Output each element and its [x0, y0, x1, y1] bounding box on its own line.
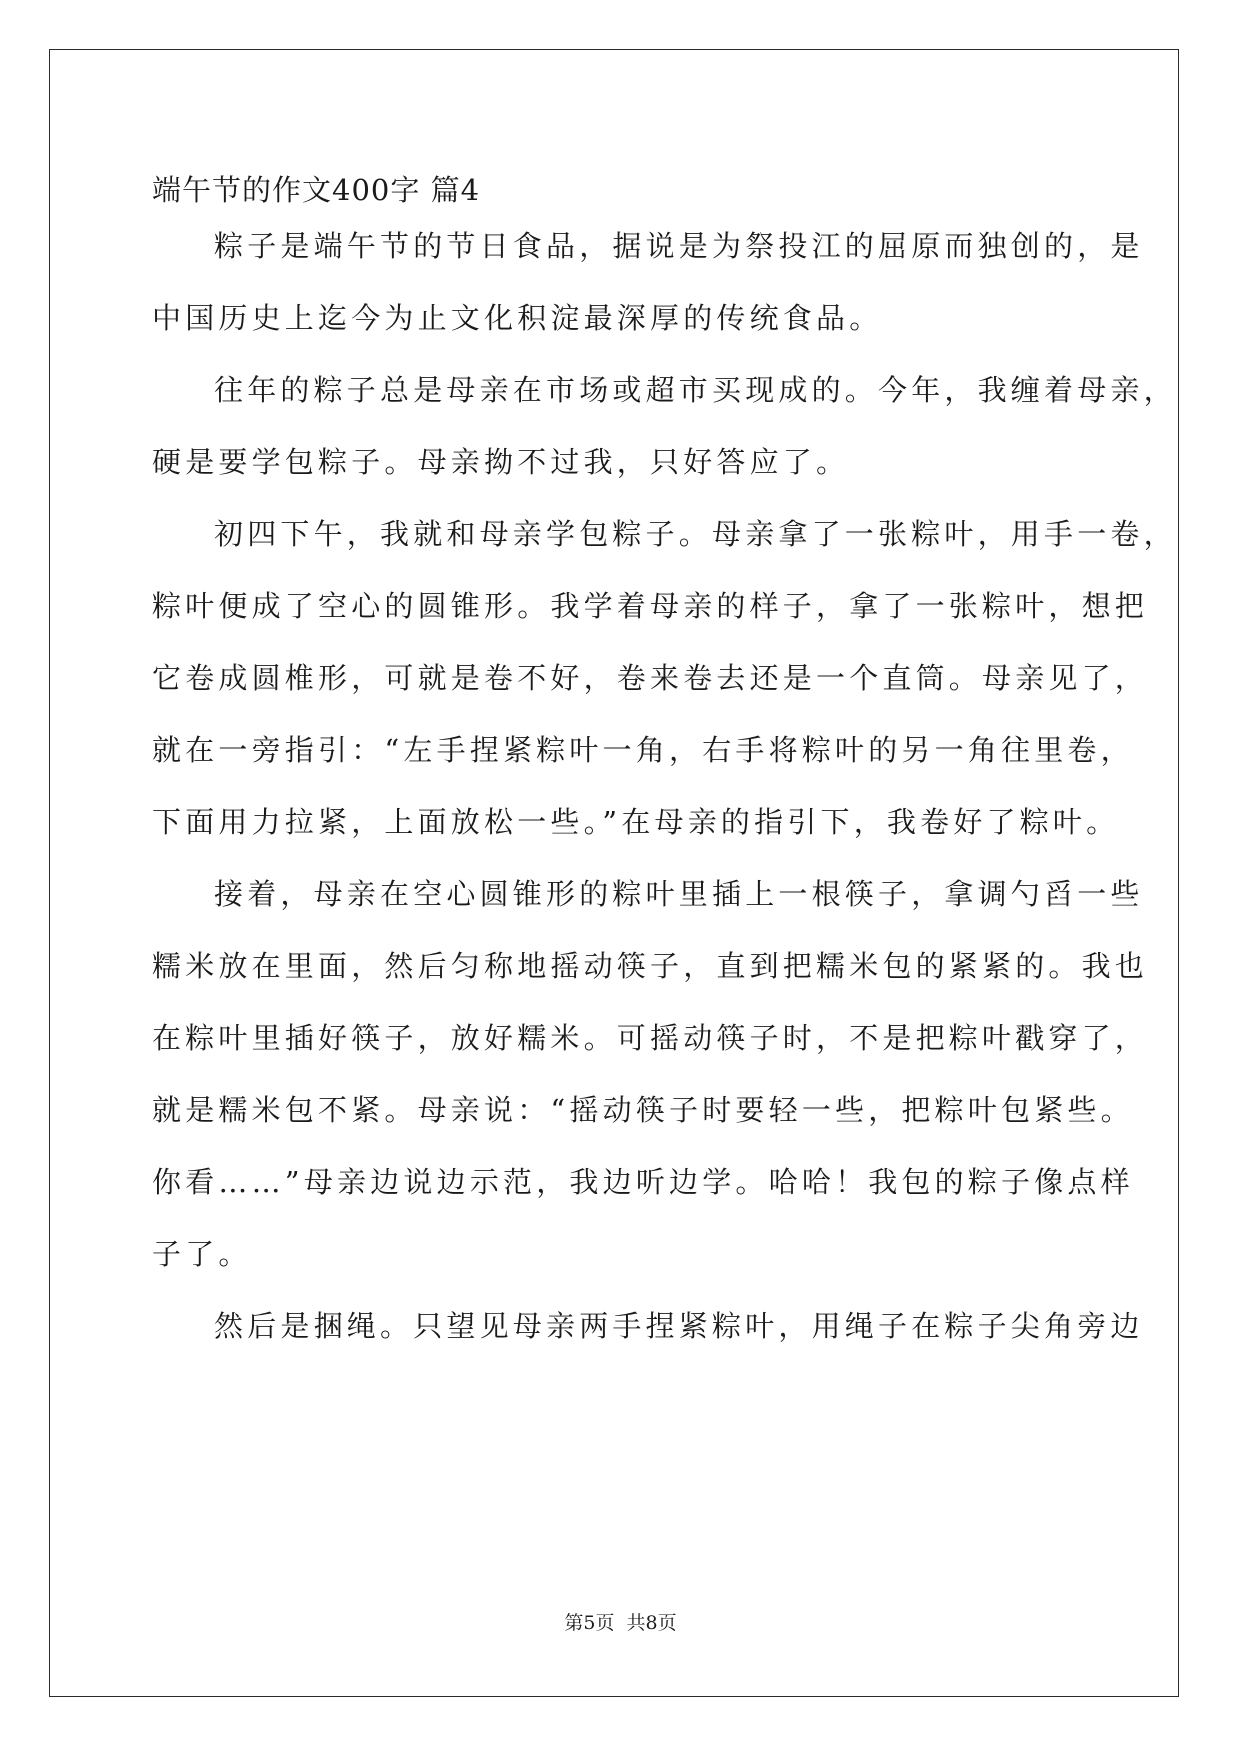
- paragraph-3-line-3: 它卷成圆椎形，可就是卷不好，卷来卷去还是一个直筒。母亲见了，: [152, 661, 1149, 695]
- paragraph-4-line-2: 糯米放在里面，然后匀称地摇动筷子，直到把糯米包的紧紧的。我也: [152, 949, 1149, 983]
- paragraph-1-line-2: 中国历史上迄今为止文化积淀最深厚的传统食品。: [152, 301, 883, 335]
- document-title: 端午节的作文400字 篇4: [152, 173, 481, 207]
- paragraph-3-line-4: 就在一旁指引：“左手捏紧粽叶一角，右手将粽叶的另一角往里卷，: [152, 733, 1134, 767]
- paragraph-3-line-1: 初四下午，我就和母亲学包粽子。母亲拿了一张粽叶，用手一卷，: [214, 517, 1177, 551]
- paragraph-2-line-1: 往年的粽子总是母亲在市场或超市买现成的。今年，我缠着母亲，: [214, 373, 1177, 407]
- paragraph-5-line-1: 然后是捆绳。只望见母亲两手捏紧粽叶，用绳子在粽子尖角旁边: [214, 1309, 1144, 1343]
- paragraph-4-line-1: 接着，母亲在空心圆锥形的粽叶里插上一根筷子，拿调勺舀一些: [214, 877, 1144, 911]
- paragraph-4-line-6: 子了。: [152, 1237, 252, 1271]
- page-footer: 第5页 共8页: [564, 1612, 677, 1634]
- paragraph-4-line-4: 就是糯米包不紧。母亲说：“摇动筷子时要轻一些，把粽叶包紧些。: [152, 1093, 1134, 1127]
- page-border: [49, 49, 1179, 1697]
- paragraph-3-line-2: 粽叶便成了空心的圆锥形。我学着母亲的样子，拿了一张粽叶，想把: [152, 589, 1149, 623]
- paragraph-3-line-5: 下面用力拉紧，上面放松一些。”在母亲的指引下，我卷好了粽叶。: [152, 805, 1120, 839]
- paragraph-1-line-1: 粽子是端午节的节日食品，据说是为祭投江的屈原而独创的，是: [214, 229, 1144, 263]
- paragraph-2-line-2: 硬是要学包粽子。母亲拗不过我，只好答应了。: [152, 445, 850, 479]
- paragraph-4-line-3: 在粽叶里插好筷子，放好糯米。可摇动筷子时，不是把粽叶戳穿了，: [152, 1021, 1149, 1055]
- paragraph-4-line-5: 你看……”母亲边说边示范，我边听边学。哈哈！我包的粽子像点样: [152, 1165, 1134, 1199]
